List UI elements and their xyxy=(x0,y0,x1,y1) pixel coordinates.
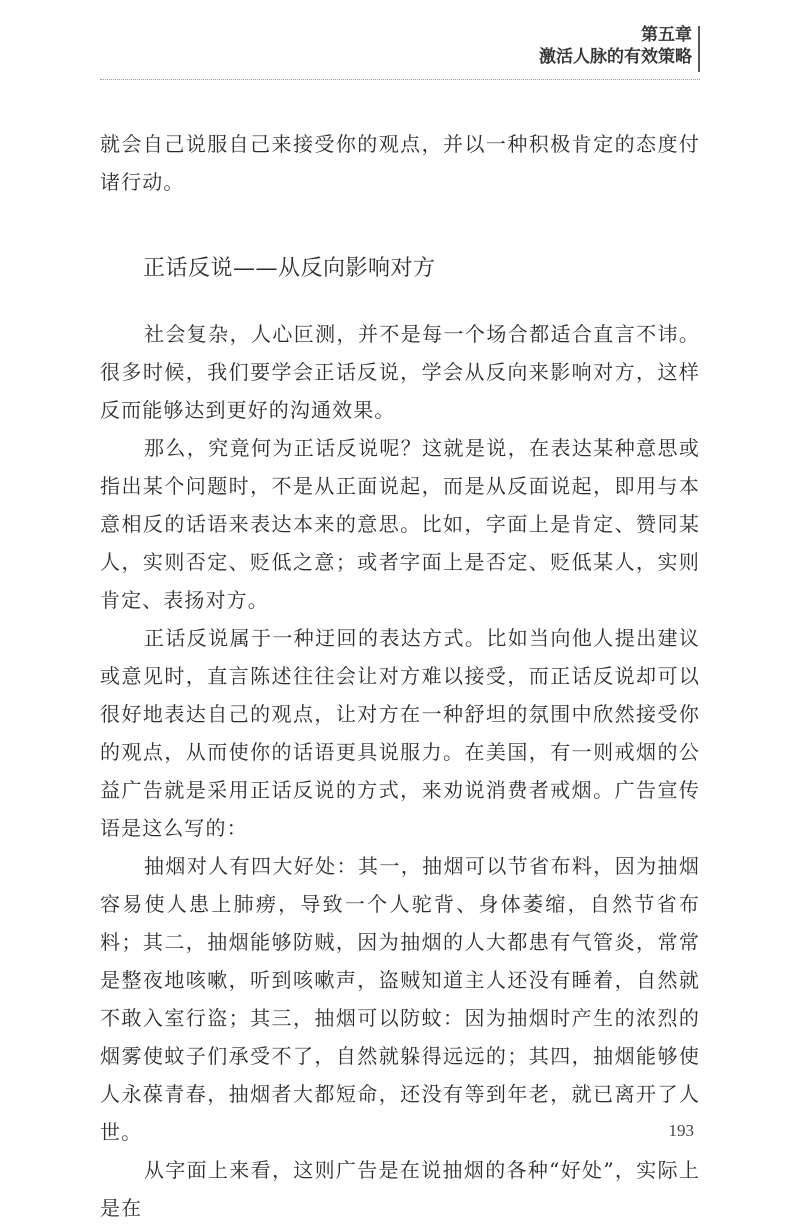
chapter-title: 激活人脉的有效策略 xyxy=(539,47,692,67)
running-header xyxy=(539,24,692,68)
intro-text-block xyxy=(100,125,700,201)
intro-paragraph: 就会自己说服自己来接受你的观点，并以一种积极肯定的态度付诸行动。 xyxy=(100,132,700,194)
main-text-block xyxy=(100,315,700,1227)
header-divider xyxy=(100,79,700,80)
page-number: 193 xyxy=(668,1121,694,1140)
paragraph-5: 从字面上来看，这则广告是在说抽烟的各种“好处”，实际上是在 xyxy=(100,1158,700,1220)
chapter-label: 第五章 xyxy=(641,25,692,45)
header-vertical-bar xyxy=(698,26,700,72)
paragraph-4: 抽烟对人有四大好处：其一，抽烟可以节省布料，因为抽烟容易使人患上肺痨，导致一个人驼背、身体萎缩，自然节省布料；其二，抽烟能够防贼，因为抽烟的人大都患有气管炎，常常是整夜地咳嗽，听到咳嗽声，盗贼知道主人还没有睡着，自然就不敢入室行盗；其三，抽烟可以防蚊：因为抽烟时产生的浓烈的烟雾使蚊子们承受不了，自然就躲得远远的；其四，抽烟能够使人永葆青春，抽烟者大都短命，还没有等到年老，就已离开了人世。 xyxy=(100,854,700,1144)
paragraph-3: 正话反说属于一种迂回的表达方式。比如当向他人提出建议或意见时，直言陈述往往会让对方难以接受，而正话反说却可以很好地表达自己的观点，让对方在一种舒坦的氛围中欣然接受你的观点，从而使你的话语更具说服力。在美国，有一则戒烟的公益广告就是采用正话反说的方式，来劝说消费者戒烟。广告宣传语是这么写的： xyxy=(100,626,700,840)
section-heading: 正话反说——从反向影响对方 xyxy=(143,256,436,281)
paragraph-2: 那么，究竟何为正话反说呢？这就是说，在表达某种意思或指出某个问题时，不是从正面说起，而是从反面说起，即用与本意相反的话语来表达本来的意思。比如，字面上是肯定、赞同某人，实则否定、贬低之意；或者字面上是否定、贬低某人，实则肯定、表扬对方。 xyxy=(100,436,700,612)
paragraph-1: 社会复杂，人心叵测，并不是每一个场合都适合直言不讳。很多时候，我们要学会正话反说，学会从反向来影响对方，这样反而能够达到更好的沟通效果。 xyxy=(100,322,700,422)
